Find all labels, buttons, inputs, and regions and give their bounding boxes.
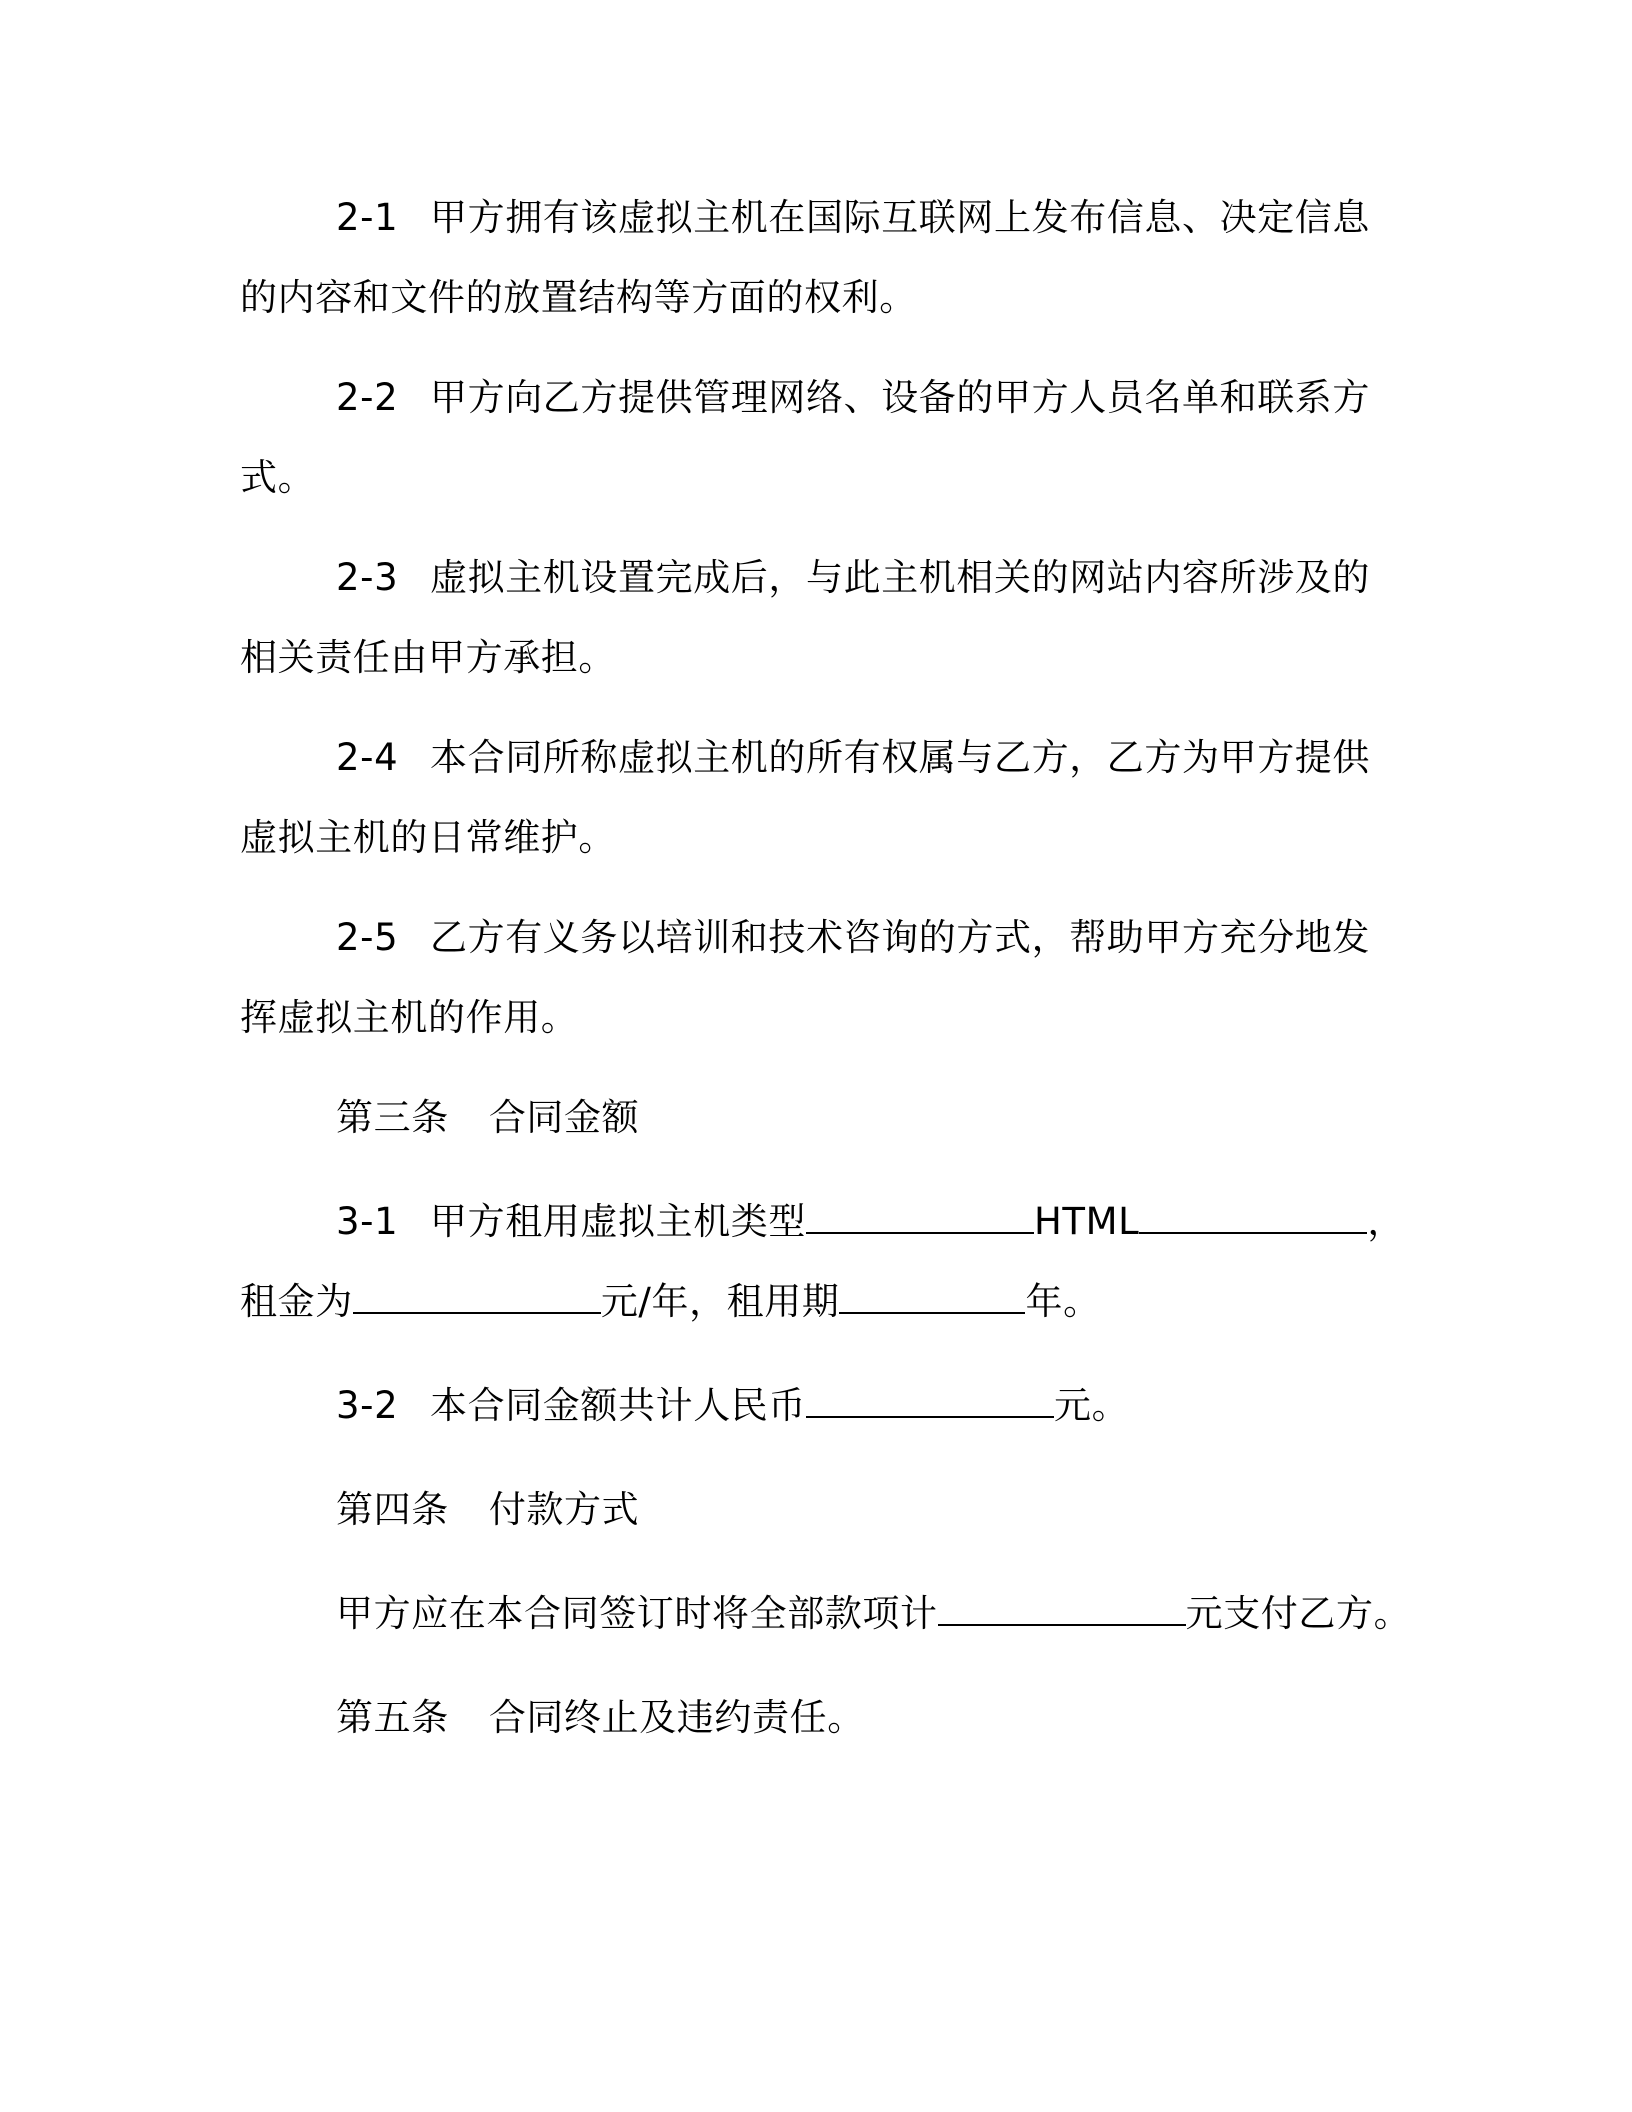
clause-number: 2-2 (336, 376, 399, 419)
clause-text: 甲方拥有该虚拟主机在国际互联网上发布信息、决定信息的内容和文件的放置结构等方面的权利。 (240, 196, 1370, 319)
clause-3-1 (240, 1182, 1405, 1342)
clause-number: 3-1 (336, 1200, 399, 1243)
clause-3-1-line-2 (240, 1262, 1380, 1342)
clause-3-1-line-1 (240, 1182, 1405, 1262)
blank-line (806, 1200, 1034, 1234)
clause-text: 虚拟主机设置完成后，与此主机相关的网站内容所涉及的相关责任由甲方承担。 (240, 556, 1370, 679)
article-label: 第四条 (336, 1488, 449, 1531)
clause-3-2 (240, 1366, 1476, 1446)
article-5-heading (336, 1678, 1476, 1758)
clause-2-3 (240, 538, 1380, 698)
clause-text: 元支付乙方。 (1185, 1592, 1412, 1635)
clause-text: 元。 (1054, 1384, 1130, 1427)
article-4-body (336, 1574, 1476, 1654)
rent-blank (353, 1280, 601, 1314)
article-4-heading (336, 1470, 1476, 1550)
clause-text: 甲方租用虚拟主机类型 (430, 1200, 806, 1243)
hosting-type-value: HTML (1034, 1200, 1140, 1243)
article-label: 第三条 (336, 1096, 449, 1139)
clause-2-5 (240, 898, 1380, 1058)
clause-text: 甲方向乙方提供管理网络、设备的甲方人员名单和联系方式。 (240, 376, 1370, 499)
clause-number: 3-2 (336, 1384, 399, 1427)
clause-text: 年。 (1025, 1280, 1101, 1323)
clause-2-4 (240, 718, 1380, 878)
term-blank (839, 1280, 1025, 1314)
clause-number: 2-3 (336, 556, 399, 599)
blank-line (1139, 1200, 1367, 1234)
article-title: 合同金额 (488, 1096, 640, 1139)
clause-text: 本合同所称虚拟主机的所有权属与乙方，乙方为甲方提供虚拟主机的日常维护。 (240, 736, 1370, 859)
clause-text: 租金为 (240, 1280, 353, 1323)
clause-number: 2-4 (336, 736, 399, 779)
clause-text: 本合同金额共计人民币 (430, 1384, 806, 1427)
clause-2-2 (240, 358, 1380, 518)
amount-blank (806, 1384, 1054, 1418)
punctuation: ， (1367, 1200, 1405, 1243)
payment-blank (938, 1592, 1186, 1626)
clause-number: 2-5 (336, 916, 399, 959)
article-title: 付款方式 (488, 1488, 640, 1531)
clause-text: 甲方应在本合同签订时将全部款项计 (336, 1592, 938, 1635)
clause-text: 元/年，租用期 (600, 1280, 840, 1323)
clause-2-1 (240, 178, 1380, 338)
article-label: 第五条 (336, 1696, 449, 1739)
clause-text: 乙方有义务以培训和技术咨询的方式，帮助甲方充分地发挥虚拟主机的作用。 (240, 916, 1370, 1039)
article-title: 合同终止及违约责任。 (488, 1696, 865, 1739)
clause-number: 2-1 (336, 196, 399, 239)
article-3-heading (336, 1078, 1476, 1158)
